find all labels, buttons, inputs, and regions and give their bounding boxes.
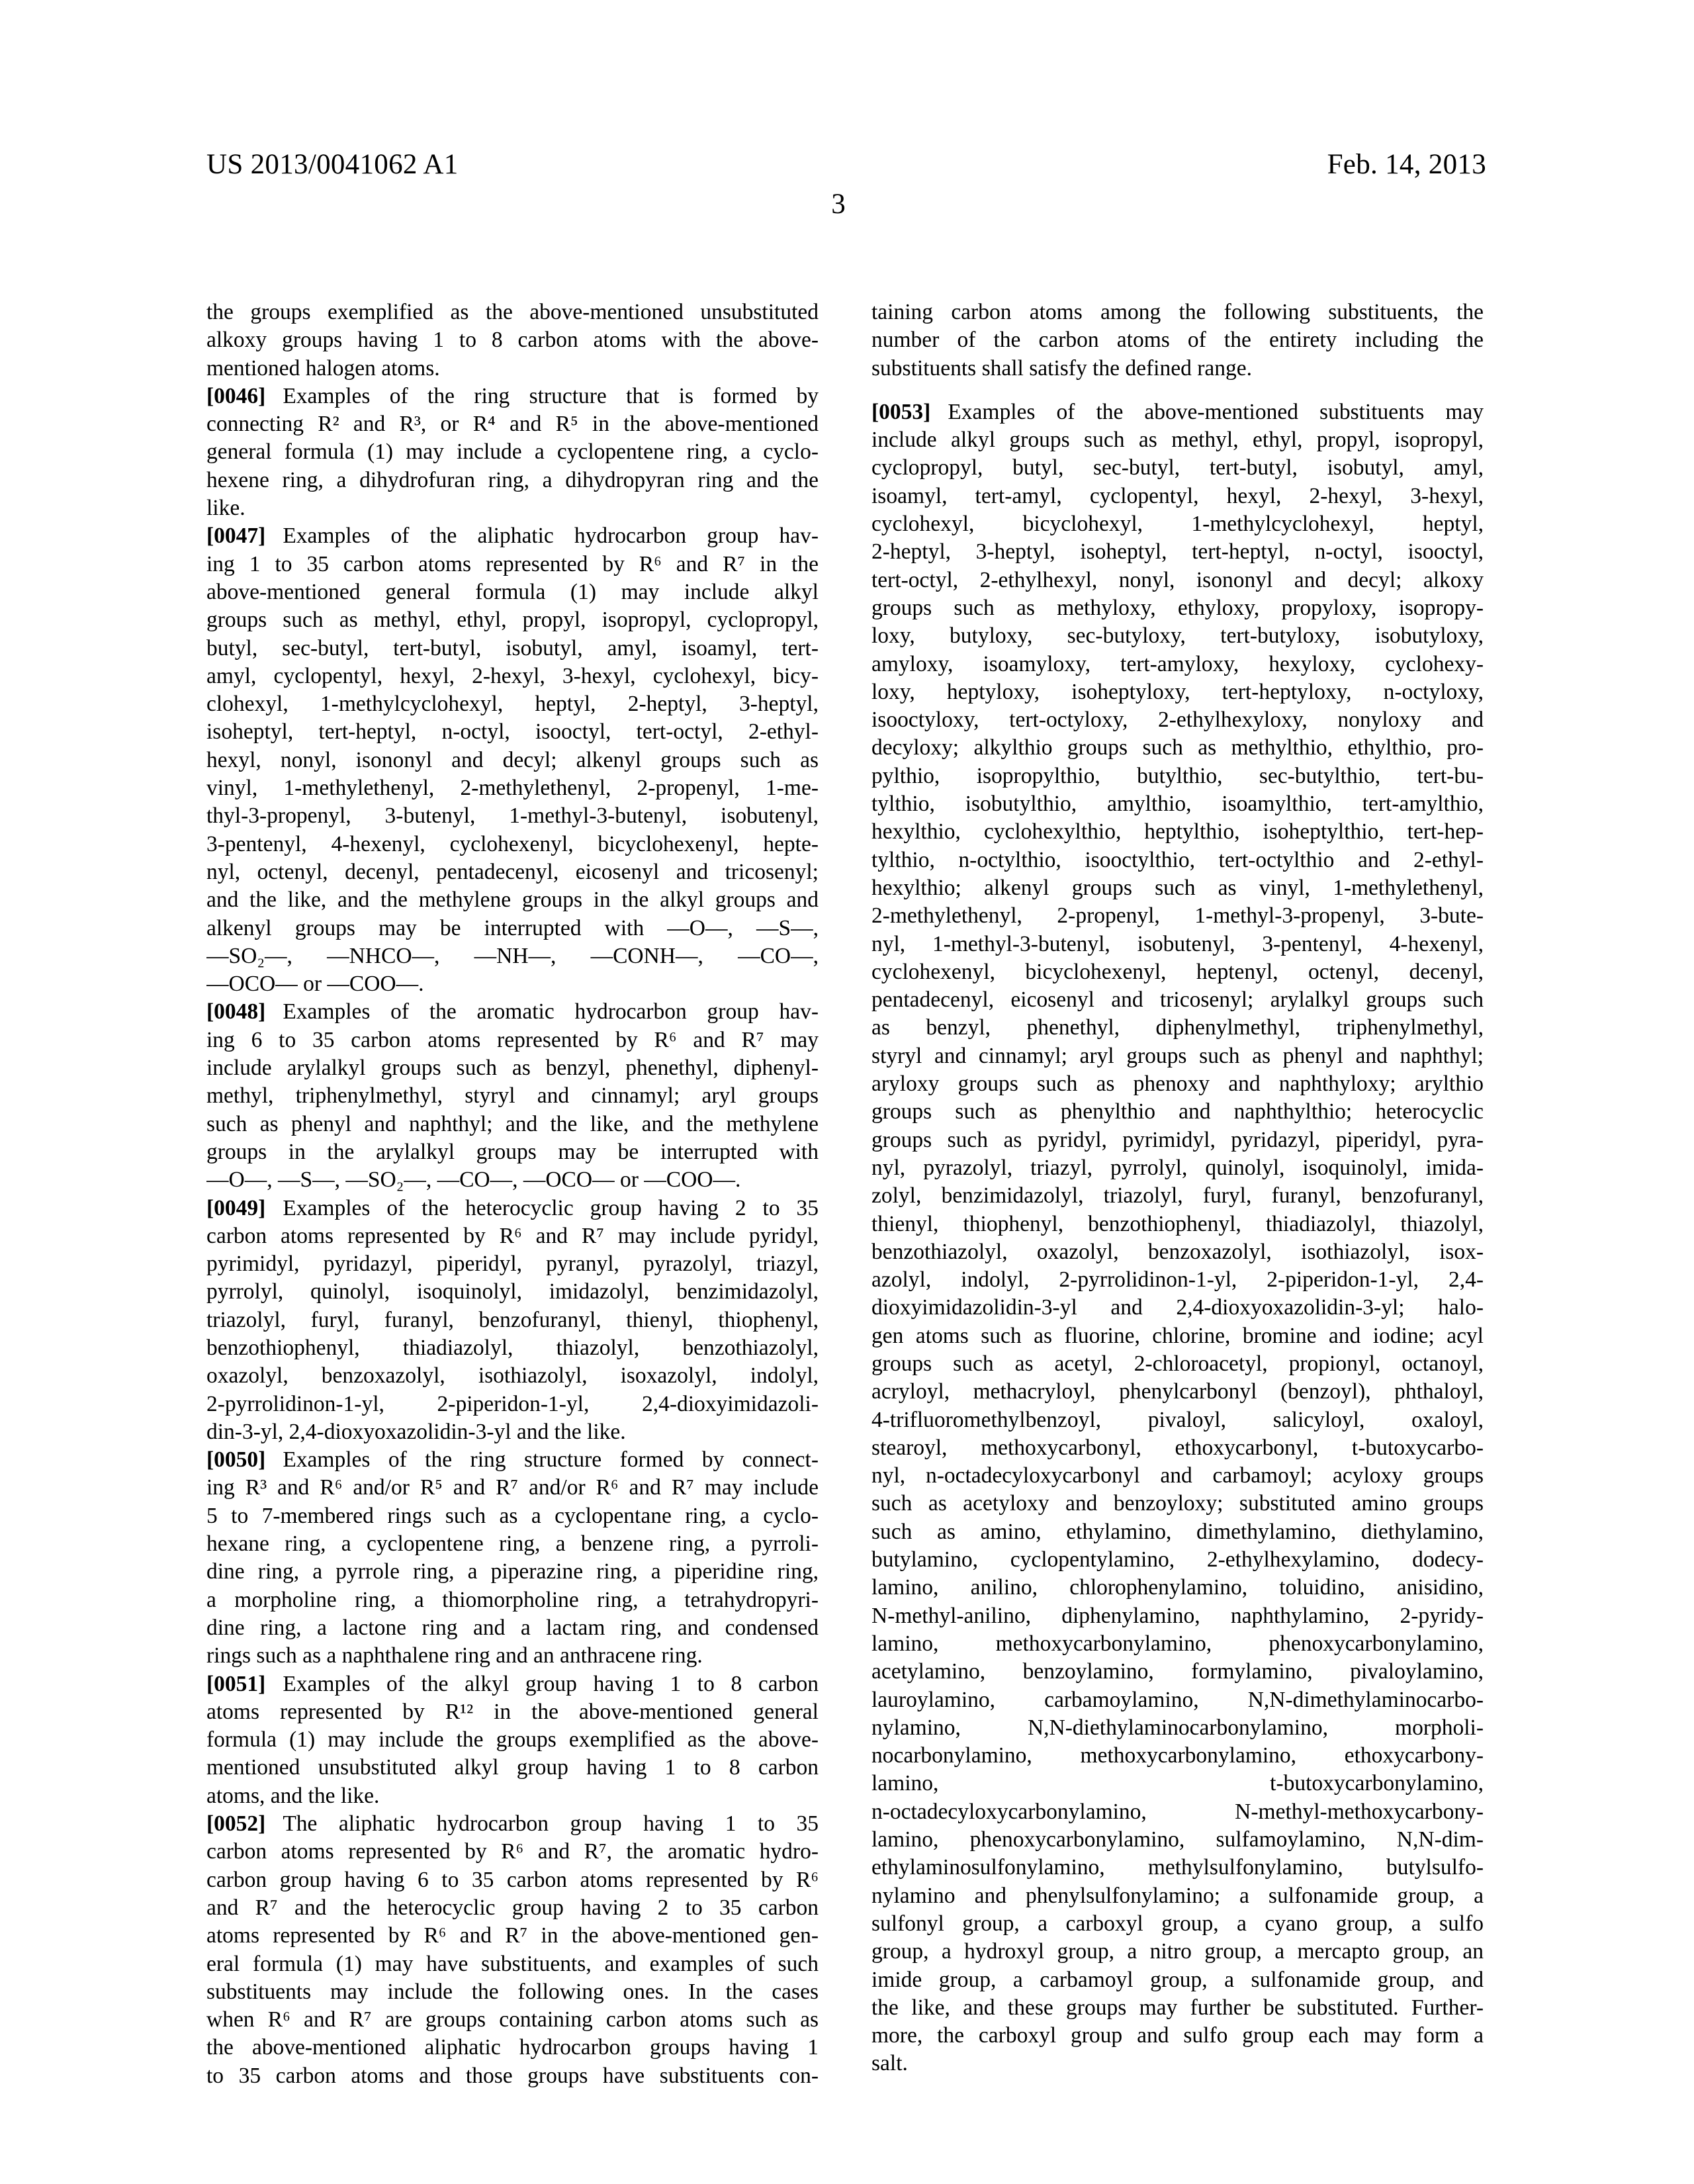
text-line: such as phenyl and naphthyl; and the like, and the methylene — [206, 1111, 819, 1136]
text-line: the groups exemplified as the above-mentioned unsubstituted — [206, 300, 819, 324]
text-line: N-methyl-anilino, diphenylamino, naphthylamino, 2-pyridy- — [871, 1603, 1484, 1628]
text-line: tylthio, n-octylthio, isooctylthio, tert-octylthio and 2-ethyl- — [871, 847, 1484, 872]
text-line: lamino, t-butoxycarbonylamino, — [871, 1771, 1484, 1796]
text-line: dine ring, a lactone ring and a lactam ring, and condensed — [206, 1615, 819, 1640]
text-line: number of the carbon atoms of the entirety including the — [871, 328, 1484, 353]
text-line: substituents may include the following ones. In the cases — [206, 1979, 819, 2004]
text-line: acryloyl, methacryloyl, phenylcarbonyl (benzoyl), phthaloyl, — [871, 1379, 1484, 1404]
text-line: tert-octyl, 2-ethylhexyl, nonyl, isononyl and decyl; alkoxy — [871, 567, 1484, 592]
text-line: nyl, pyrazolyl, triazyl, pyrrolyl, quinolyl, isoquinolyl, imida- — [871, 1155, 1484, 1180]
text-line: hexane ring, a cyclopentene ring, a benzene ring, a pyrroli- — [206, 1531, 819, 1557]
text-line: carbon atoms represented by R⁶ and R⁷ may include pyridyl, — [206, 1223, 819, 1248]
text-line: as benzyl, phenethyl, diphenylmethyl, triphenylmethyl, — [871, 1015, 1484, 1040]
paragraph-first-line: [0046] Examples of the ring structure that is formed by — [206, 383, 819, 408]
text-line: butyl, sec-butyl, tert-butyl, isobutyl, amyl, isoamyl, tert- — [206, 635, 819, 660]
text-line: eral formula (1) may have substituents, and examples of such — [206, 1951, 819, 1976]
text-line: 2-methylethenyl, 2-propenyl, 1-methyl-3-propenyl, 3-bute- — [871, 903, 1484, 929]
left-column — [206, 298, 819, 2090]
text-line: thienyl, thiophenyl, benzothiophenyl, thiadiazolyl, thiazolyl, — [871, 1211, 1484, 1236]
text-line: hexene ring, a dihydrofuran ring, a dihydropyran ring and the — [206, 467, 819, 492]
text-line: benzothiophenyl, thiadiazolyl, thiazolyl, benzothiazolyl, — [206, 1335, 819, 1360]
text-line: —O—, —S—, —SO₂—, —CO—, —OCO— or —COO—. — [206, 1167, 741, 1193]
text-line: clohexyl, 1-methylcyclohexyl, heptyl, 2-heptyl, 3-heptyl, — [206, 692, 819, 717]
text-line: nylamino, N,N-diethylaminocarbonylamino, morpholi- — [871, 1715, 1484, 1740]
text-line: 2-heptyl, 3-heptyl, isoheptyl, tert-heptyl, n-octyl, isooctyl, — [871, 539, 1484, 565]
text-line: the like, and these groups may further be substituted. Further- — [871, 1995, 1484, 2020]
text-line: thyl-3-propenyl, 3-butenyl, 1-methyl-3-butenyl, isobutenyl, — [206, 803, 819, 829]
text-line: ing 6 to 35 carbon atoms represented by R⁶ and R⁷ may — [206, 1027, 819, 1052]
text-line: when R⁶ and R⁷ are groups containing carbon atoms such as — [206, 2007, 819, 2032]
text-line: triazolyl, furyl, furanyl, benzofuranyl, thienyl, thiophenyl, — [206, 1307, 819, 1332]
text-line: atoms represented by R⁶ and R⁷ in the above-mentioned gen- — [206, 1923, 819, 1948]
paragraph-number: [0048] — [206, 999, 266, 1024]
text-line: nylamino and phenylsulfonylamino; a sulfonamide group, a — [871, 1883, 1484, 1908]
text-line: azolyl, indolyl, 2-pyrrolidinon-1-yl, 2-piperidon-1-yl, 2,4- — [871, 1267, 1484, 1293]
text-line: vinyl, 1-methylethenyl, 2-methylethenyl, 2-propenyl, 1-me- — [206, 776, 819, 801]
publication-number: US 2013/0041062 A1 — [206, 149, 459, 180]
page-header — [206, 148, 1486, 181]
paragraph-first-line: [0048] Examples of the aromatic hydrocarbon group hav- — [206, 999, 819, 1024]
paragraph-number: [0053] — [871, 399, 931, 424]
text-line: mentioned unsubstituted alkyl group having 1 to 8 carbon — [206, 1755, 819, 1780]
text-line: dioxyimidazolidin-3-yl and 2,4-dioxyoxazolidin-3-yl; halo- — [871, 1295, 1484, 1320]
text-line: din-3-yl, 2,4-dioxyoxazolidin-3-yl and the like. — [206, 1419, 626, 1444]
text-line: amyloxy, isoamyloxy, tert-amyloxy, hexyloxy, cyclohexy- — [871, 651, 1484, 676]
text-line: and the like, and the methylene groups in the alkyl groups and — [206, 887, 819, 913]
paragraph-number: [0049] — [206, 1195, 266, 1220]
text-line: dine ring, a pyrrole ring, a piperazine ring, a piperidine ring, — [206, 1559, 819, 1584]
text-line: groups such as pyridyl, pyrimidyl, pyridazyl, piperidyl, pyra- — [871, 1127, 1484, 1152]
text-line: alkoxy groups having 1 to 8 carbon atoms with the above- — [206, 328, 819, 353]
text-line: butylamino, cyclopentylamino, 2-ethylhexylamino, dodecy- — [871, 1547, 1484, 1572]
text-line: hexyl, nonyl, isononyl and decyl; alkenyl groups such as — [206, 747, 819, 772]
text-line: methyl, triphenylmethyl, styryl and cinnamyl; aryl groups — [206, 1083, 819, 1109]
paragraph-number: [0052] — [206, 1811, 266, 1837]
publication-date: Feb. 14, 2013 — [1327, 149, 1486, 180]
text-line: nyl, 1-methyl-3-butenyl, isobutenyl, 3-pentenyl, 4-hexenyl, — [871, 931, 1484, 956]
text-line: general formula (1) may include a cyclopentene ring, a cyclo- — [206, 439, 819, 465]
paragraph-first-line: [0050] Examples of the ring structure formed by connect- — [206, 1447, 819, 1473]
text-line: ing R³ and R⁶ and/or R⁵ and R⁷ and/or R⁶ and R⁷ may include — [206, 1475, 819, 1500]
text-line: loxy, heptyloxy, isoheptyloxy, tert-heptyloxy, n-octyloxy, — [871, 679, 1484, 704]
paragraph-number: [0050] — [206, 1447, 266, 1473]
text-line: groups such as acetyl, 2-chloroacetyl, propionyl, octanoyl, — [871, 1351, 1484, 1376]
text-line: cyclohexenyl, bicyclohexenyl, heptenyl, octenyl, decenyl, — [871, 959, 1484, 984]
text-line: carbon atoms represented by R⁶ and R⁷, the aromatic hydro- — [206, 1839, 819, 1864]
text-line: substituents shall satisfy the defined range. — [871, 355, 1252, 381]
text-line: the above-mentioned aliphatic hydrocarbon groups having 1 — [206, 2035, 819, 2060]
paragraph-first-line: [0047] Examples of the aliphatic hydrocarbon group hav- — [206, 523, 819, 549]
paragraph-first-line: [0049] Examples of the heterocyclic group having 2 to 35 — [206, 1195, 819, 1220]
text-line: 2-pyrrolidinon-1-yl, 2-piperidon-1-yl, 2,4-dioxyimidazoli- — [206, 1391, 819, 1416]
text-line: isoheptyl, tert-heptyl, n-octyl, isooctyl, tert-octyl, 2-ethyl- — [206, 719, 819, 745]
text-line: more, the carboxyl group and sulfo group each may form a — [871, 2023, 1484, 2048]
text-line: lamino, anilino, chlorophenylamino, toluidino, anisidino, — [871, 1575, 1484, 1600]
text-line: hexylthio, cyclohexylthio, heptylthio, isoheptylthio, tert-hep- — [871, 819, 1484, 844]
text-line: amyl, cyclopentyl, hexyl, 2-hexyl, 3-hexyl, cyclohexyl, bicy- — [206, 663, 819, 688]
text-line: lamino, phenoxycarbonylamino, sulfamoylamino, N,N-dim- — [871, 1827, 1484, 1852]
text-line: zolyl, benzimidazolyl, triazolyl, furyl, furanyl, benzofuranyl, — [871, 1183, 1484, 1208]
text-line: oxazolyl, benzoxazolyl, isothiazolyl, isoxazolyl, indolyl, — [206, 1363, 819, 1388]
text-line: such as amino, ethylamino, dimethylamino, diethylamino, — [871, 1519, 1484, 1544]
text-line: n-octadecyloxycarbonylamino, N-methyl-methoxycarbony- — [871, 1799, 1484, 1824]
text-line: cyclohexyl, bicyclohexyl, 1-methylcyclohexyl, heptyl, — [871, 512, 1484, 537]
text-line: ethylaminosulfonylamino, methylsulfonylamino, butylsulfo- — [871, 1855, 1484, 1880]
text-line: aryloxy groups such as phenoxy and naphthyloxy; arylthio — [871, 1071, 1484, 1097]
text-line: formula (1) may include the groups exemplified as the above- — [206, 1727, 819, 1752]
paragraph-first-line: [0051] Examples of the alkyl group having 1 to 8 carbon — [206, 1671, 819, 1696]
text-line: such as acetyloxy and benzoyloxy; substituted amino groups — [871, 1491, 1484, 1516]
text-line: isoamyl, tert-amyl, cyclopentyl, hexyl, 2-hexyl, 3-hexyl, — [871, 483, 1484, 508]
text-line: decyloxy; alkylthio groups such as methylthio, ethylthio, pro- — [871, 735, 1484, 760]
text-line: gen atoms such as fluorine, chlorine, bromine and iodine; acyl — [871, 1323, 1484, 1348]
text-line: to 35 carbon atoms and those groups have substituents con- — [206, 2063, 819, 2088]
paragraph-number: [0047] — [206, 523, 266, 549]
text-columns — [206, 298, 1484, 2090]
text-line: —SO₂—, —NHCO—, —NH—, —CONH—, —CO—, — [206, 943, 819, 968]
text-line: alkenyl groups may be interrupted with —O—, —S—, — [206, 915, 819, 940]
text-line: —OCO— or —COO—. — [206, 972, 424, 997]
text-line: groups such as methyloxy, ethyloxy, propyloxy, isopropy- — [871, 595, 1484, 620]
text-line: groups such as phenylthio and naphthylthio; heterocyclic — [871, 1099, 1484, 1124]
text-line: mentioned halogen atoms. — [206, 355, 440, 381]
text-line: nocarbonylamino, methoxycarbonylamino, ethoxycarbony- — [871, 1743, 1484, 1768]
text-line: 3-pentenyl, 4-hexenyl, cyclohexenyl, bicyclohexenyl, hepte- — [206, 831, 819, 856]
text-line: acetylamino, benzoylamino, formylamino, pivaloylamino, — [871, 1659, 1484, 1684]
text-line: include alkyl groups such as methyl, ethyl, propyl, isopropyl, — [871, 428, 1484, 453]
text-line: like. — [206, 496, 245, 521]
paragraph-first-line: [0052] The aliphatic hydrocarbon group having 1 to 35 — [206, 1811, 819, 1837]
text-line: carbon group having 6 to 35 carbon atoms represented by R⁶ — [206, 1867, 819, 1892]
text-line: 5 to 7-membered rings such as a cyclopentane ring, a cyclo- — [206, 1503, 819, 1528]
paragraph-number: [0051] — [206, 1671, 266, 1696]
text-line: lauroylamino, carbamoylamino, N,N-dimethylaminocarbo- — [871, 1687, 1484, 1712]
paragraph-number: [0046] — [206, 383, 266, 408]
text-line: lamino, methoxycarbonylamino, phenoxycarbonylamino, — [871, 1631, 1484, 1656]
text-line: pentadecenyl, eicosenyl and tricosenyl; arylalkyl groups such — [871, 987, 1484, 1013]
text-line: groups such as methyl, ethyl, propyl, isopropyl, cyclopropyl, — [206, 608, 819, 633]
text-line: above-mentioned general formula (1) may include alkyl — [206, 579, 819, 604]
text-line: connecting R² and R³, or R⁴ and R⁵ in the above-mentioned — [206, 412, 819, 437]
text-line: include arylalkyl groups such as benzyl, phenethyl, diphenyl- — [206, 1056, 819, 1081]
text-line: loxy, butyloxy, sec-butyloxy, tert-butyloxy, isobutyloxy, — [871, 623, 1484, 649]
text-line: nyl, octenyl, decenyl, pentadecenyl, eicosenyl and tricosenyl; — [206, 859, 819, 884]
right-column — [871, 298, 1484, 2090]
text-line: cyclopropyl, butyl, sec-butyl, tert-butyl, isobutyl, amyl, — [871, 455, 1484, 480]
text-line: nyl, n-octadecyloxycarbonyl and carbamoyl; acyloxy groups — [871, 1463, 1484, 1488]
text-line: hexylthio; alkenyl groups such as vinyl, 1-methylethenyl, — [871, 875, 1484, 900]
text-line: ing 1 to 35 carbon atoms represented by R⁶ and R⁷ in the — [206, 551, 819, 576]
text-line: benzothiazolyl, oxazolyl, benzoxazolyl, isothiazolyl, isox- — [871, 1239, 1484, 1264]
text-line: pyrimidyl, pyridazyl, piperidyl, pyranyl, pyrazolyl, triazyl, — [206, 1251, 819, 1277]
text-line: group, a hydroxyl group, a nitro group, a mercapto group, an — [871, 1939, 1484, 1964]
text-line: taining carbon atoms among the following substituents, the — [871, 300, 1484, 324]
text-line: and R⁷ and the heterocyclic group having 2 to 35 carbon — [206, 1895, 819, 1920]
text-line: styryl and cinnamyl; aryl groups such as phenyl and naphthyl; — [871, 1043, 1484, 1068]
paragraph-first-line: [0053] Examples of the above-mentioned substituents may — [871, 399, 1484, 424]
text-line: tylthio, isobutylthio, amylthio, isoamylthio, tert-amylthio, — [871, 792, 1484, 817]
text-line: imide group, a carbamoyl group, a sulfonamide group, and — [871, 1967, 1484, 1992]
text-line: pyrrolyl, quinolyl, isoquinolyl, imidazolyl, benzimidazolyl, — [206, 1279, 819, 1304]
text-line: 4-trifluoromethylbenzoyl, pivaloyl, salicyloyl, oxaloyl, — [871, 1407, 1484, 1432]
page-number: 3 — [831, 189, 846, 220]
text-line: stearoyl, methoxycarbonyl, ethoxycarbonyl, t-butoxycarbo- — [871, 1435, 1484, 1460]
text-line: groups in the arylalkyl groups may be interrupted with — [206, 1139, 819, 1164]
text-line: rings such as a naphthalene ring and an anthracene ring. — [206, 1643, 703, 1668]
text-line: atoms represented by R¹² in the above-mentioned general — [206, 1699, 819, 1724]
text-line: atoms, and the like. — [206, 1783, 380, 1808]
text-line: salt. — [871, 2051, 908, 2076]
text-line: isooctyloxy, tert-octyloxy, 2-ethylhexyloxy, nonyloxy and — [871, 707, 1484, 733]
text-line: sulfonyl group, a carboxyl group, a cyano group, a sulfo — [871, 1911, 1484, 1936]
text-line: pylthio, isopropylthio, butylthio, sec-butylthio, tert-bu- — [871, 763, 1484, 788]
text-line: a morpholine ring, a thiomorpholine ring, a tetrahydropyri- — [206, 1587, 819, 1612]
